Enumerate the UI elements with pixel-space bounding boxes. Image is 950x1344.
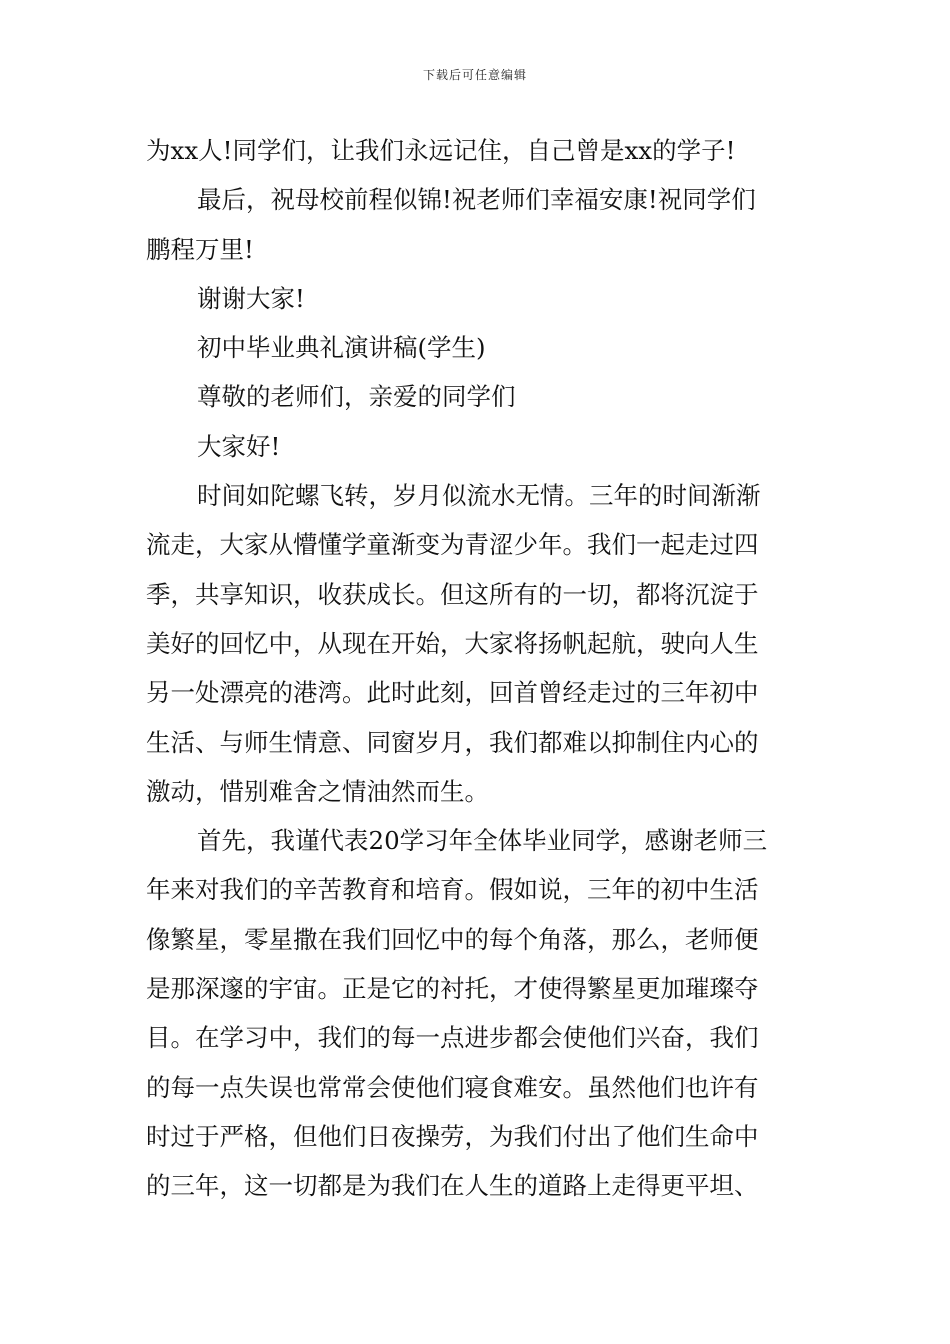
text-line: 最后，祝母校前程似锦!祝老师们幸福安康!祝同学们 — [197, 185, 756, 215]
text-line: 激动，惜别难舍之情油然而生。 — [146, 776, 489, 806]
text-line: 美好的回忆中，从现在开始，大家将扬帆起航，驶向人生 — [146, 628, 759, 658]
text-line: 是那深邃的宇宙。正是它的衬托，才使得繁星更加璀璨夺 — [146, 974, 759, 1004]
text-line: 为xx人!同学们，让我们永远记住，自己曾是xx的学子! — [146, 136, 736, 165]
text-line: 年来对我们的辛苦教育和培育。假如说，三年的初中生活 — [146, 875, 759, 905]
text-line: 的三年，这一切都是为我们在人生的道路上走得更平坦、 — [146, 1171, 759, 1201]
text-line: 季，共享知识，收获成长。但这所有的一切，都将沉淀于 — [146, 579, 759, 609]
text-line: 像繁星，零星撒在我们回忆中的每个角落，那么，老师便 — [146, 924, 759, 954]
text-line: 目。在学习中，我们的每一点进步都会使他们兴奋，我们 — [146, 1023, 759, 1053]
text-line: 尊敬的老师们，亲爱的同学们 — [197, 382, 516, 412]
text-line: 时过于严格，但他们日夜操劳，为我们付出了他们生命中 — [146, 1121, 759, 1151]
text-line: 初中毕业典礼演讲稿(学生) — [197, 333, 486, 363]
text-line: 鹏程万里! — [146, 234, 254, 264]
document-body — [146, 126, 808, 1211]
text-line: 谢谢大家! — [197, 283, 305, 313]
text-line: 的每一点失误也常常会使他们寝食难安。虽然他们也许有 — [146, 1072, 759, 1102]
text-line: 首先，我谨代表20学习年全体毕业同学，感谢老师三 — [197, 826, 768, 856]
page-header: 下载后可任意编辑 — [422, 68, 527, 82]
text-line: 大家好! — [197, 431, 281, 461]
text-line: 流走，大家从懵懂学童渐变为青涩少年。我们一起走过四 — [146, 530, 759, 560]
text-line: 另一处漂亮的港湾。此时此刻，回首曾经走过的三年初中 — [146, 678, 759, 708]
text-line: 生活、与师生情意、同窗岁月，我们都难以抑制住内心的 — [146, 727, 759, 757]
text-line: 时间如陀螺飞转，岁月似流水无情。三年的时间渐渐 — [197, 481, 761, 511]
